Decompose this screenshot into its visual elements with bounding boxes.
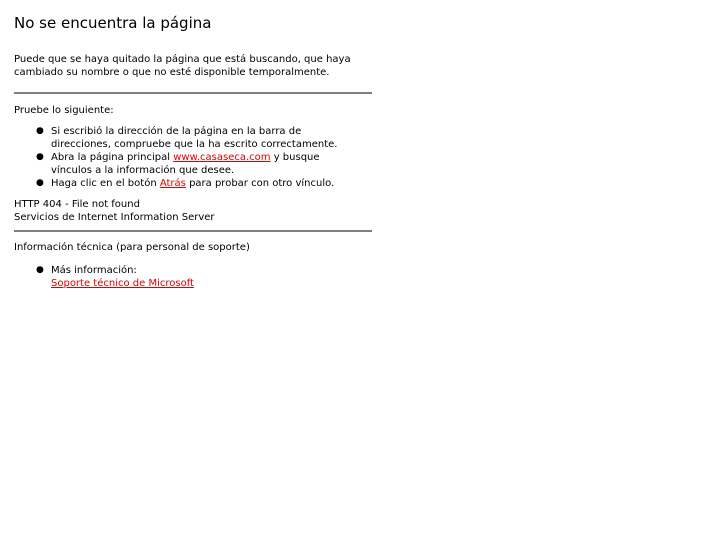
technical-heading: Información técnica (para personal de soporte) [14, 242, 250, 253]
suggestion-1-line-2: direcciones, compruebe que la ha escrito correctamente. [51, 139, 338, 150]
suggestion-2-text: Abra la página principal [51, 152, 174, 163]
list-item [14, 177, 337, 190]
bullet-icon: ● [36, 152, 44, 162]
list-item [14, 151, 337, 177]
bullet-icon: ● [36, 126, 44, 136]
intro-text [14, 53, 384, 79]
more-info-label: Más información: [51, 265, 137, 276]
error-info [14, 198, 215, 224]
suggestion-1-line-1: Si escribió la dirección de la página en la barra de [51, 126, 302, 137]
suggestion-2-line-2: vínculos a la información que desee. [51, 165, 235, 176]
bullet-icon: ● [36, 265, 44, 275]
server-name: Servicios de Internet Information Server [14, 212, 215, 223]
divider [14, 92, 372, 94]
homepage-link[interactable]: www.casaseca.com [173, 152, 271, 163]
suggestions-heading: Pruebe lo siguiente: [14, 105, 114, 116]
intro-line-1: Puede que se haya quitado la página que está buscando, que haya [14, 54, 351, 65]
http-status: HTTP 404 - File not found [14, 199, 140, 210]
list-item [14, 264, 194, 290]
intro-line-2: cambiado su nombre o que no esté disponible temporalmente. [14, 67, 330, 78]
suggestions-list [14, 125, 337, 190]
bullet-icon: ● [36, 178, 44, 188]
divider [14, 230, 372, 232]
technical-list [14, 264, 194, 290]
suggestion-3-text: Haga clic en el botón [51, 178, 160, 189]
suggestion-3-text-end: para probar con otro vínculo. [185, 178, 335, 189]
list-item [14, 125, 337, 151]
microsoft-support-link[interactable]: Soporte técnico de Microsoft [51, 278, 194, 289]
suggestion-2-text-end: y busque [270, 152, 320, 163]
back-link[interactable]: Atrás [159, 178, 186, 189]
page-title: No se encuentra la página [14, 14, 212, 32]
